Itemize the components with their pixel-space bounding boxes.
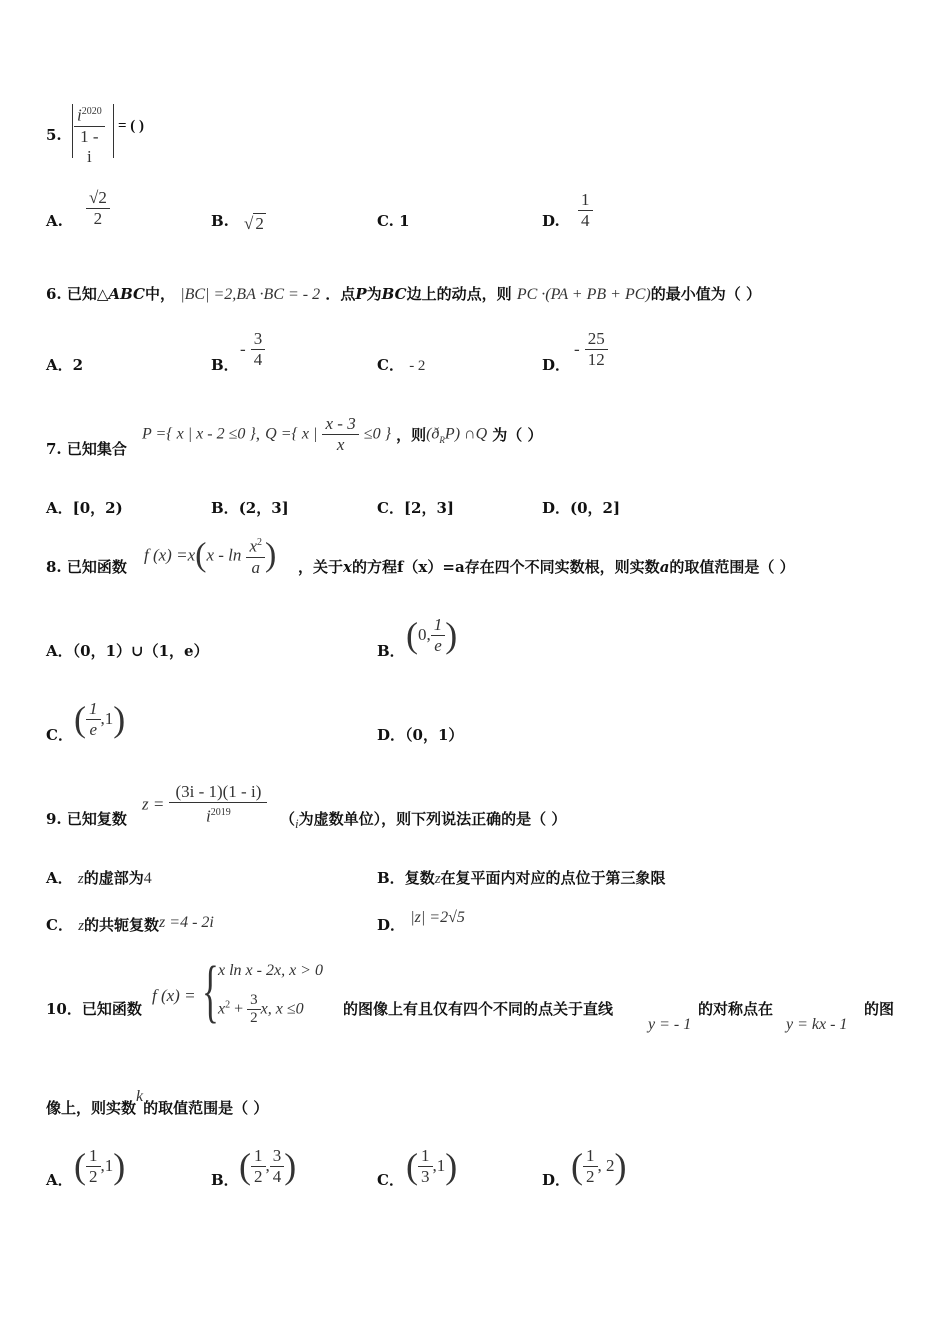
q8-expression: f (x) =x(x - ln $\frac{x^2}{a}$ ) <box>144 533 276 578</box>
q8-option-a[interactable]: A．（0，1）∪（1，e） <box>46 642 209 660</box>
question-8: 8. 已知函数 <box>46 558 127 576</box>
q10-option-a[interactable]: A． <box>46 1171 73 1189</box>
q5-option-c[interactable]: C. 1 <box>377 212 410 230</box>
q5-option-a-value: $\frac{√2}{2}$ <box>86 188 110 229</box>
question-10-text-2: 的对称点在 <box>698 1000 774 1018</box>
q7-option-c[interactable]: C．[2，3] <box>377 499 455 517</box>
question-number: 5. <box>46 126 62 144</box>
q9-expression: z = $\frac{(3i - 1)(1 - i)}{i^{2019}}$ <box>142 782 267 827</box>
q6-option-c[interactable]: C． - 2 <box>377 356 426 374</box>
q10-option-c[interactable]: C． <box>377 1171 404 1189</box>
question-9-text: （i为虚数单位），则下列说法正确的是（ ） <box>280 810 567 831</box>
q7-sets: P ={ x | x - 2 ≤0 }, Q ={ x | $\frac{x - 3}{x}$ ≤0 } ，则$(ð_RP)$ ∩Q 为（ ） <box>142 414 543 454</box>
q10-option-d-value: ( $\frac{1}{2}$ , 2) <box>571 1145 627 1186</box>
q5-option-b[interactable]: B. <box>211 212 229 230</box>
q8-option-b-value: (0, $\frac{1}{e}$ ) <box>406 614 458 655</box>
question-10: 10．已知函数 <box>46 1000 142 1018</box>
q6-expression: PC ·(PA + PB + PC) <box>516 286 651 303</box>
q10-line-1: y = - 1 <box>648 1016 692 1033</box>
q8-option-c[interactable]: C． <box>46 726 73 744</box>
q6-option-a[interactable]: A．2 <box>46 356 84 374</box>
q10-line-2: y = kx - 1 <box>786 1016 848 1033</box>
q8-option-d[interactable]: D．（0，1） <box>377 726 464 744</box>
q10-option-a-value: ( $\frac{1}{2}$ ,1) <box>74 1145 126 1186</box>
q9-option-c[interactable]: C． z的共轭复数z =4 - 2i <box>46 914 214 934</box>
question-10-text-4: 像上，则实数k的取值范围是（ ） <box>46 1088 269 1117</box>
q7-option-b[interactable]: B．(2，3] <box>211 499 289 517</box>
q8-option-c-value: ( $\frac{1}{e}$ ,1) <box>74 698 126 739</box>
q7-option-d[interactable]: D．(0，2] <box>542 499 621 517</box>
q5-option-d[interactable]: D. <box>542 212 560 230</box>
q6-option-d[interactable]: D． <box>542 356 571 374</box>
question-10-text-3: 的图 <box>864 1000 895 1018</box>
q5-option-b-value: √ 2 <box>244 214 264 233</box>
q6-option-b[interactable]: B． <box>211 356 239 374</box>
q5-option-d-value: $\frac{1}{4}$ <box>578 190 593 231</box>
question-7: 7. 已知集合 <box>46 440 127 458</box>
q10-function: f (x) = { x ln x - 2x, x > 0 $x^2$ + $\frac{3}{2}$ x, x ≤0 <box>152 953 323 1030</box>
q7-option-a[interactable]: A．[0，2) <box>46 499 123 517</box>
question-9: 9. 已知复数 <box>46 810 127 828</box>
q8-option-b[interactable]: B． <box>377 642 405 660</box>
question-6: 6. 已知△ABC中， |BC| =2,BA ·BC = - 2 ．点P为BC边上的动点，则 PC ·(PA + PB + PC)的最小值为（ ） <box>46 285 761 303</box>
q10-option-b[interactable]: B． <box>211 1171 239 1189</box>
q10-option-c-value: ( $\frac{1}{3}$ ,1) <box>406 1145 458 1186</box>
question-5 <box>46 126 62 144</box>
question-10-text-1: 的图像上有且仅有四个不同的点关于直线 <box>343 1000 614 1018</box>
q10-option-b-value: ( $\frac{1}{2}$ , $\frac{3}{4}$ ) <box>239 1145 297 1186</box>
q10-option-d[interactable]: D． <box>542 1171 571 1189</box>
question-8-text: ，关于x的方程f（x）=a存在四个不同实数根，则实数a的取值范围是（ ） <box>298 558 795 576</box>
q5-option-a[interactable]: A. <box>46 212 63 230</box>
q9-option-d[interactable]: D． |z| =2√5 <box>377 909 465 934</box>
q9-option-a[interactable]: A． z的虚部为4 <box>46 869 152 887</box>
q9-option-b[interactable]: B．复数z在复平面内对应的点位于第三象限 <box>377 869 666 887</box>
q6-option-d-value: - $\frac{25}{12}$ <box>574 329 608 370</box>
q6-condition: |BC| =2,BA ·BC = - 2 <box>180 286 321 303</box>
q6-option-b-value: - $\frac{3}{4}$ <box>240 329 265 370</box>
